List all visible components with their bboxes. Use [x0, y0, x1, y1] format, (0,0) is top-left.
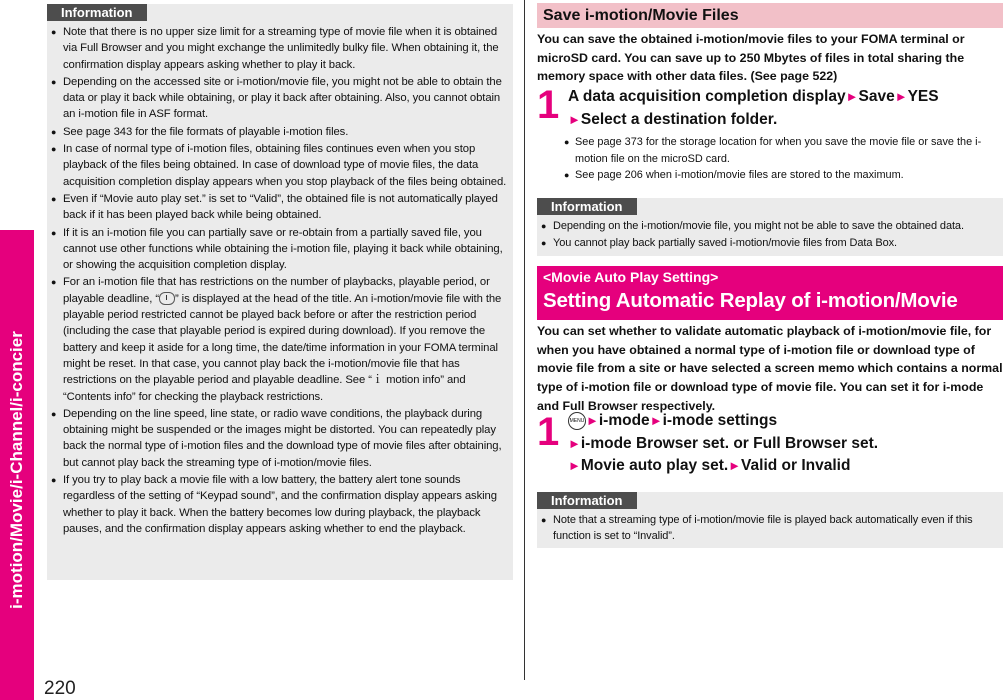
restriction-clock-icon [159, 292, 175, 305]
auto-play-section-header [537, 266, 1003, 320]
information-tab: Information [537, 492, 637, 509]
info-item: ● In case of normal type of i-motion files, obtaining files continues even when you stop playback of the files being obtained. In case of download type of movie files, the data acquisition completion display appears when you stop playback of the files being obtained. [51, 141, 509, 190]
auto-step-number: 1 [537, 410, 560, 454]
save-step-number: 1 [537, 83, 560, 127]
information-list [47, 24, 513, 542]
step-part: i-mode Browser set. or Full Browser set. [580, 434, 879, 452]
save-step-notes [564, 134, 1000, 184]
information-list [537, 512, 1003, 550]
information-tab: Information [537, 198, 637, 215]
step-note: ● See page 373 for the storage location for when you save the movie file or save the i-motion file on the microSD card. [564, 134, 1000, 167]
info-item: ● Note that there is no upper size limit for a streaming type of movie file when it is obtained via Full Browser and you might exchange the unlimitedly bulky file. When obtaining it, the confirmation display appears asking whether to play it back. [51, 24, 509, 73]
info-item: ● If it is an i-motion file you can partially save or re-obtain from a partially saved file, you cannot use other functions while obtaining the i-motion file, playing it back while obtaining, or showing the acquisition completion display. [51, 225, 509, 274]
arrow-right-icon: ► [649, 413, 663, 428]
auto-step-text [568, 410, 998, 478]
information-box-auto [537, 492, 1003, 548]
arrow-right-icon: ► [728, 458, 742, 473]
auto-play-subtitle: <Movie Auto Play Setting> [543, 269, 719, 285]
info-item: ● You cannot play back partially saved i-motion/movie files from Data Box. [541, 235, 999, 251]
save-section-title: Save i-motion/Movie Files [537, 3, 1003, 28]
step-part: YES [907, 88, 939, 105]
info-item: ● Depending on the line speed, line state, or radio wave conditions, the playback during obtaining might be suspended or the images might be distorted. You can repeatedly play back the normal type of i-motion files and the download type of movie files after obtaining, but cannot play back the streaming type of i-motion/movie files. [51, 406, 509, 471]
info-item: ● Depending on the i-motion/movie file, you might not be able to save the obtained data. [541, 218, 999, 234]
arrow-right-icon: ► [586, 413, 599, 428]
info-item: ● Even if “Movie auto play set.” is set to “Valid”, the obtained file is not automatically played back if it has been played back while being obtained. [51, 191, 509, 224]
save-section-intro: You can save the obtained i-motion/movie files to your FOMA terminal or microSD card. You can save up to 250 Mbytes of files in total sharing the memory space with other data files. (See page 522) [537, 32, 965, 84]
info-item: ● If you try to play back a movie file with a low battery, the battery alert tone sounds regardless of the setting of “Keypad sound”, and the confirmation display appears asking whether to play it back. When the battery becomes low during playback, the playback pauses, and the confirmation display appears asking whether to end the playback. [51, 472, 509, 537]
menu-key-icon: MENU [568, 412, 586, 430]
restriction-text-a: For an i-motion file that has restrictions on the number of playbacks, playable period, or playable deadline, “ [63, 276, 490, 305]
side-section-tab [0, 0, 34, 697]
arrow-right-icon: ► [845, 89, 859, 104]
page-number: 220 [44, 678, 76, 699]
auto-play-intro: You can set whether to validate automatic playback of i-motion/movie file, for when you have obtained a normal type of i-motion file or download type of movie file from a site or have selected a screen memo which contains a normal type of i-motion file or download type of movie file. You can set it for i-mode and Full Browser respectively. [537, 324, 1003, 413]
info-item: ● See page 343 for the file formats of playable i-motion files. [51, 124, 509, 140]
step-part: A data acquisition completion display [568, 88, 846, 105]
info-item: ● Depending on the accessed site or i-motion/movie file, you might not be able to obtain the data or play it back while obtaining, or play it back after obtaining. Also, you cannot obtain an i-motion file in ASF format. [51, 74, 509, 123]
step-part: Save [858, 88, 895, 105]
step-part: i-mode settings [662, 412, 778, 429]
restriction-text-c: motion info” and “Contents info” for checking the playback restrictions. [63, 374, 466, 403]
step-note: ● See page 206 when i-motion/movie files are stored to the maximum. [564, 167, 1000, 184]
info-item-restriction [51, 274, 509, 404]
info-item: ● Note that a streaming type of i-motion/movie file is played back automatically even if this function is set to “Invalid”. [541, 512, 999, 545]
arrow-right-icon: ► [894, 89, 908, 104]
information-tab: Information [47, 4, 147, 21]
information-list [537, 218, 1003, 257]
restriction-text-b: ” is displayed at the head of the title. An i-motion/movie file with the playable period restricted cannot be played back before or after the restriction period (including the case that playable period is expired during download). If you remove the battery and keep it aside for a long time, the date/time information in your FOMA terminal might be reset. In that case, you cannot play back the i-motion/movie file that has restrictions on the playable period and playable deadline. See “ [63, 292, 502, 387]
step-part: i-mode [598, 412, 650, 429]
step-part: Select a destination folder. [580, 110, 778, 128]
step-part: Valid or Invalid [741, 457, 851, 474]
auto-play-title: Setting Automatic Replay of i-motion/Movie [543, 289, 958, 312]
i-motion-info-icon: ｉ [371, 374, 384, 387]
arrow-right-icon: ► [568, 458, 581, 473]
arrow-right-icon: ► [568, 111, 581, 127]
save-step-text [568, 86, 998, 131]
arrow-right-icon: ► [568, 435, 581, 451]
side-tab-label: i-motion/Movie/i-Channel/i-concier [7, 331, 26, 609]
column-divider [524, 0, 525, 680]
information-box-save [537, 198, 1003, 256]
step-part: Movie auto play set. [580, 457, 729, 474]
information-box-left [47, 4, 513, 580]
